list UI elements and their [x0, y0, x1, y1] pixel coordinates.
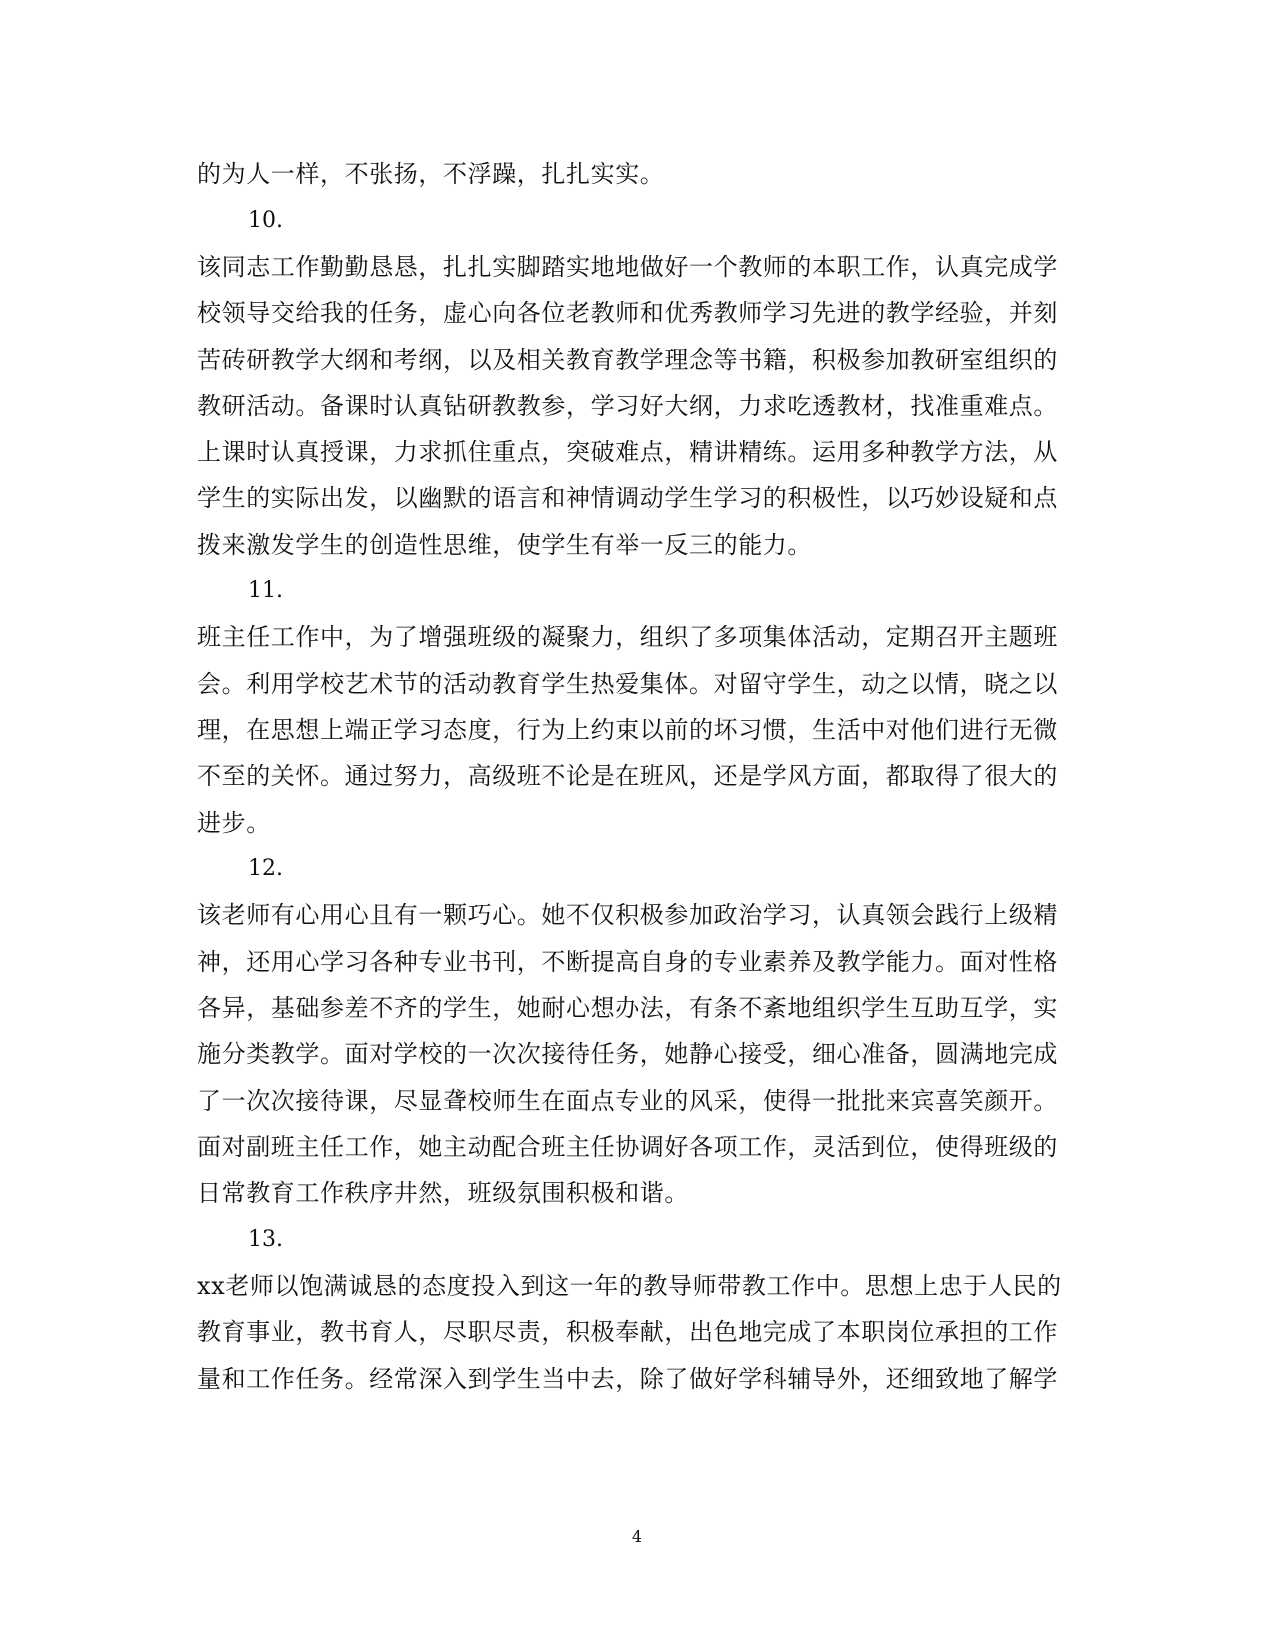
- text-line: 拨来激发学生的创造性思维，使学生有举一反三的能力。: [197, 531, 812, 559]
- text-line: xx老师以饱满诚恳的态度投入到这一年的教导师带教工作中。思想上忠于人民的: [197, 1272, 1062, 1300]
- text-line: 进步。: [197, 809, 271, 837]
- text-line: 上课时认真授课，力求抓住重点，突破难点，精讲精练。运用多种教学方法，从: [197, 438, 1058, 466]
- text-line: 面对副班主任工作，她主动配合班主任协调好各项工作，灵活到位，使得班级的: [197, 1133, 1058, 1161]
- text-line: 班主任工作中，为了增强班级的凝聚力，组织了多项集体活动，定期召开主题班: [197, 623, 1058, 651]
- text-line: 该同志工作勤勤恳恳，扎扎实脚踏实地地做好一个教师的本职工作，认真完成学: [197, 253, 1058, 281]
- text-line: 的为人一样，不张扬，不浮躁，扎扎实实。: [197, 160, 665, 188]
- text-line: 该老师有心用心且有一颗巧心。她不仅积极参加政治学习，认真领会践行上级精: [197, 901, 1058, 929]
- text-line: 各异，基础参差不齐的学生，她耐心想办法，有条不紊地组织学生互助互学，实: [197, 994, 1058, 1022]
- text-line: 教研活动。备课时认真钻研教教参，学习好大纲，力求吃透教材，找准重难点。: [197, 392, 1058, 420]
- item-number: 11.: [248, 578, 283, 603]
- text-line: 了一次次接待课，尽显聋校师生在面点专业的风采，使得一批批来宾喜笑颜开。: [197, 1087, 1058, 1115]
- text-line: 神，还用心学习各种专业书刊，不断提高自身的专业素养及教学能力。面对性格: [197, 948, 1058, 976]
- text-line: 量和工作任务。经常深入到学生当中去，除了做好学科辅导外，还细致地了解学: [197, 1365, 1058, 1393]
- text-line: 会。利用学校艺术节的活动教育学生热爱集体。对留守学生，动之以情，晓之以: [197, 670, 1058, 698]
- page-number: 4: [631, 1527, 643, 1546]
- text-line: 教育事业，教书育人，尽职尽责，积极奉献，出色地完成了本职岗位承担的工作: [197, 1318, 1058, 1346]
- text-line: 不至的关怀。通过努力，高级班不论是在班风，还是学风方面，都取得了很大的: [197, 762, 1058, 790]
- item-number: 12.: [248, 856, 283, 881]
- text-line: 施分类教学。面对学校的一次次接待任务，她静心接受，细心准备，圆满地完成: [197, 1040, 1058, 1068]
- text-line: 理，在思想上端正学习态度，行为上约束以前的坏习惯，生活中对他们进行无微: [197, 716, 1058, 744]
- item-number: 13.: [248, 1227, 283, 1252]
- item-number: 10.: [248, 208, 283, 233]
- text-line: 日常教育工作秩序井然，班级氛围积极和谐。: [197, 1179, 689, 1207]
- text-line: 校领导交给我的任务，虚心向各位老教师和优秀教师学习先进的教学经验，并刻: [197, 299, 1058, 327]
- text-line: 苦砖研教学大纲和考纲，以及相关教育教学理念等书籍，积极参加教研室组织的: [197, 346, 1058, 374]
- text-line: 学生的实际出发，以幽默的语言和神情调动学生学习的积极性，以巧妙设疑和点: [197, 484, 1058, 512]
